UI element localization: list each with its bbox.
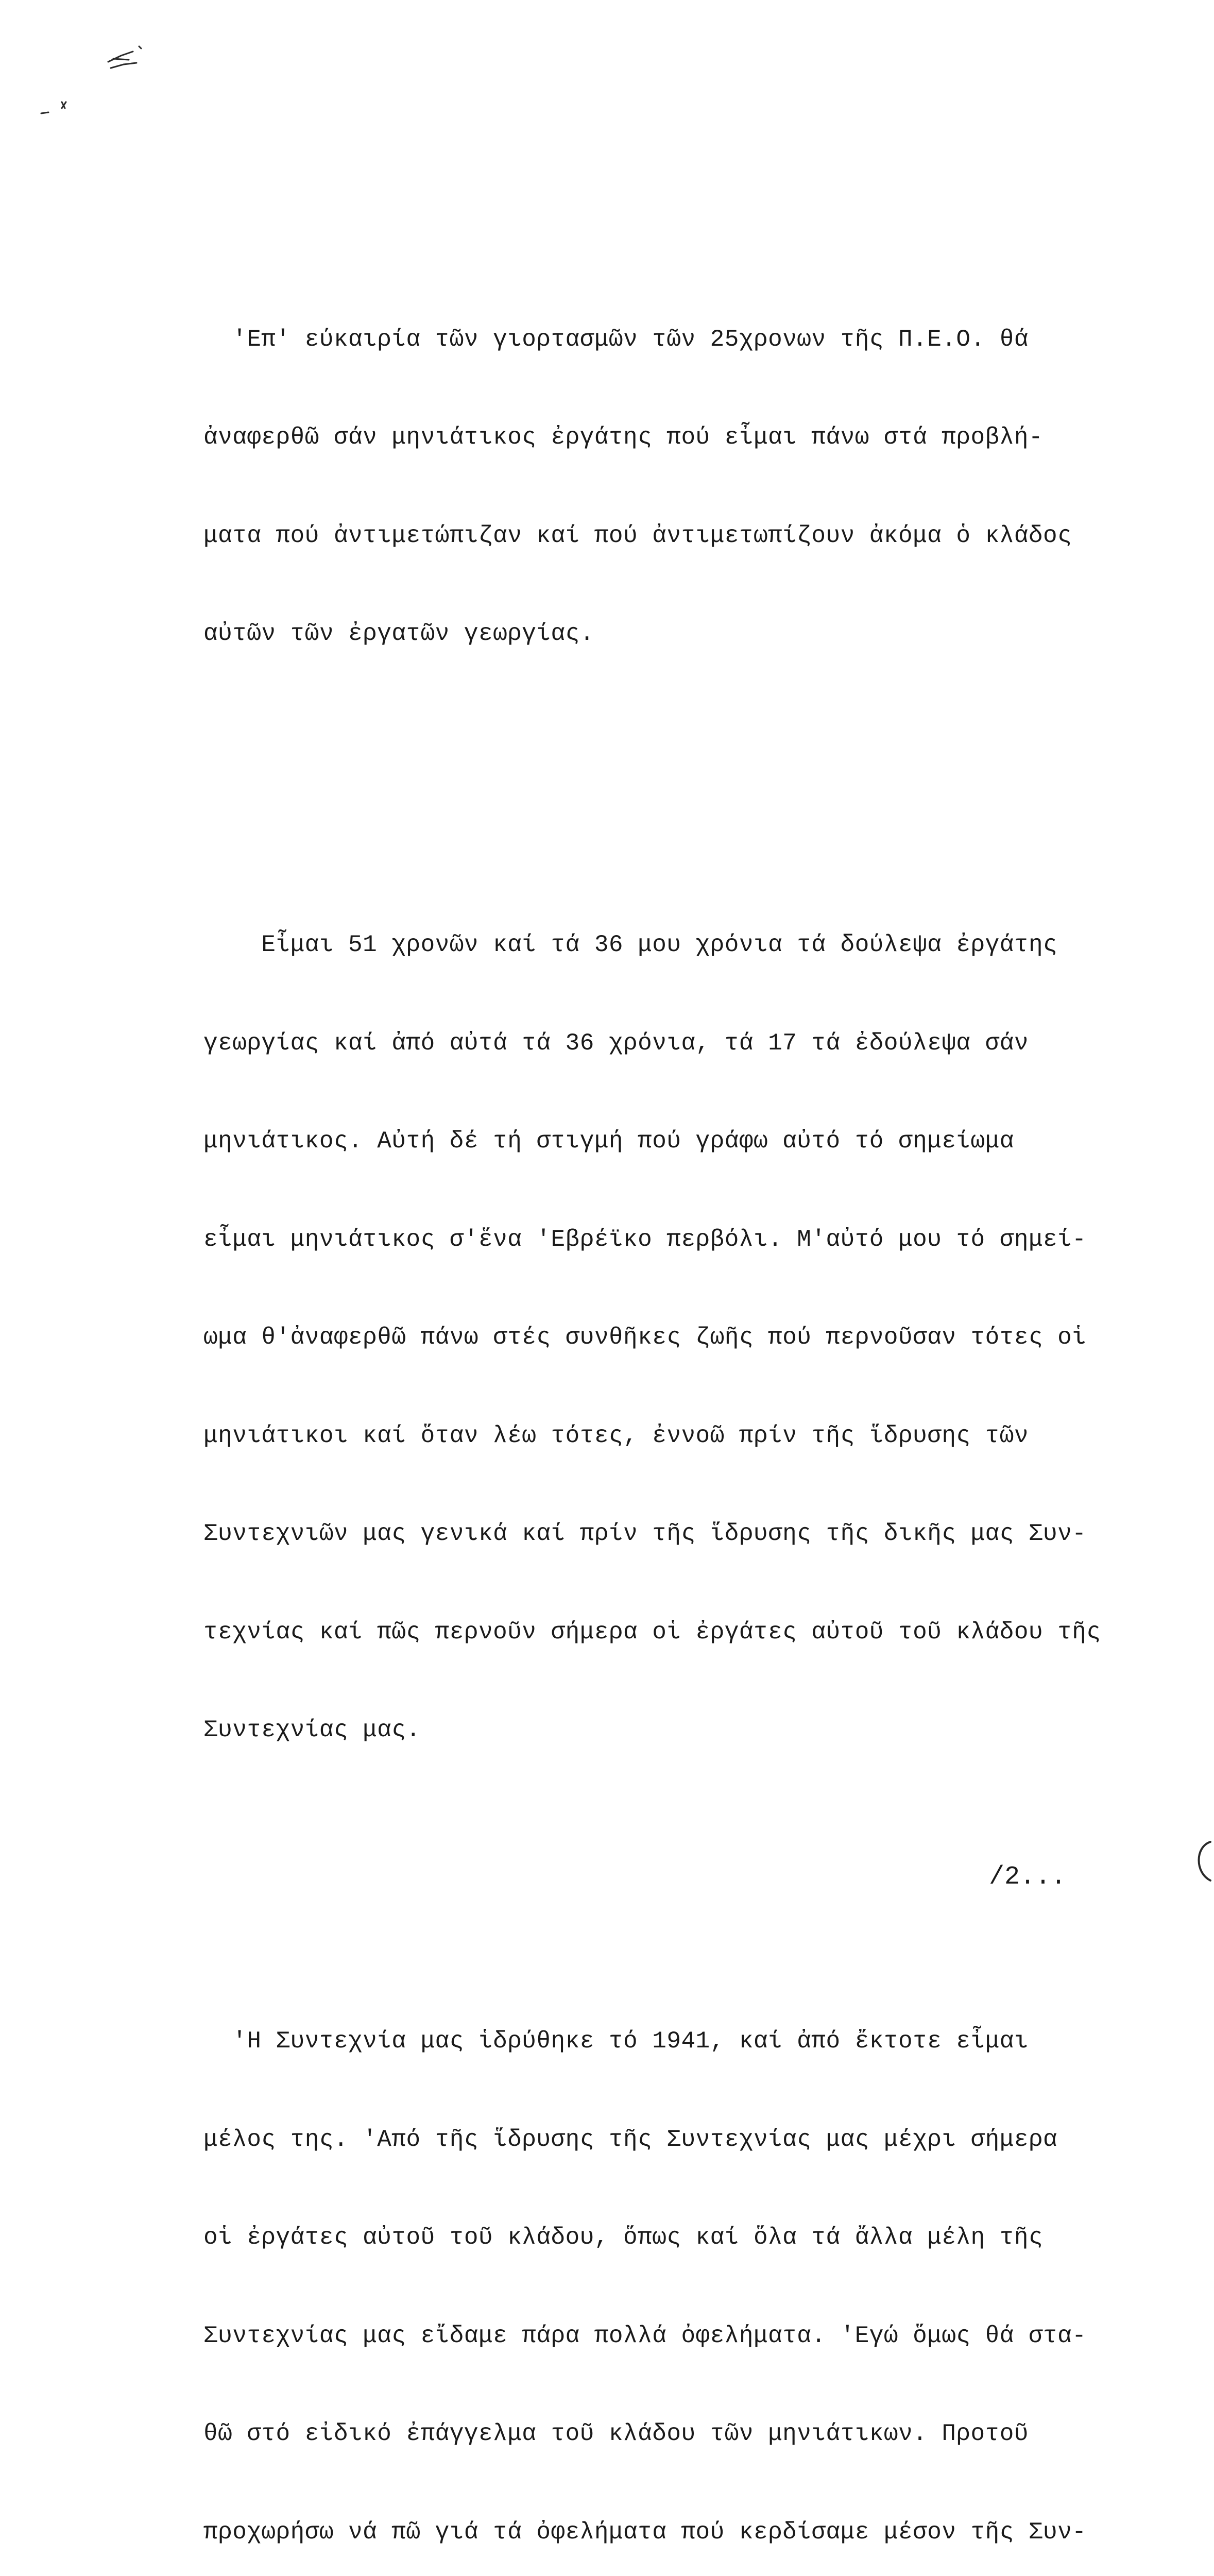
text-line: γεωργίας καί ἀπό αὐτά τά 36 χρόνια, τά 17 τά ἐδούλεψα σάν bbox=[203, 1029, 1029, 1057]
text-line: θῶ στό εἰδικό ἐπάγγελμα τοῦ κλάδου τῶν μηνιάτικων. Προτοῦ bbox=[203, 2420, 1029, 2447]
text-line: μηνιάτικος. Αὐτή δέ τή στιγμή πού γράφω αὐτό τό σημείωμα bbox=[203, 1128, 1014, 1155]
text-line: ωμα θ'ἀναφερθῶ πάνω στές συνθῆκες ζωῆς πού περνοῦσαν τότες οἱ bbox=[203, 1324, 1087, 1351]
text-line: Συντεχνίας μας. bbox=[203, 1717, 421, 1743]
scribble-marks bbox=[31, 36, 144, 129]
paragraph-1 bbox=[203, 258, 1198, 716]
page-number: /2... bbox=[989, 1862, 1067, 1892]
paragraph-3 bbox=[203, 1960, 1198, 2576]
text-line: τεχνίας καί πῶς περνοῦν σήμερα οἱ ἐργάτες αὐτοῦ τοῦ κλάδου τῆς bbox=[203, 1618, 1101, 1646]
text-line: Εἶμαι 51 χρονῶν καί τά 36 μου χρόνια τά δούλεψα ἐργάτης bbox=[203, 931, 1058, 958]
text-line: εἶμαι μηνιάτικος σ'ἕνα 'Εβρέϊκο περβόλι. Μ'αὐτό μου τό σημεί- bbox=[203, 1226, 1087, 1253]
text-line: οἱ ἐργάτες αὐτοῦ τοῦ κλάδου, ὅπως καί ὅλα τά ἄλλα μέλη τῆς bbox=[203, 2224, 1044, 2251]
text-line: μηνιάτικοι καί ὅταν λέω τότες, ἐννοῶ πρίν τῆς ἵδρυσης τῶν bbox=[203, 1422, 1029, 1449]
text-line: αὐτῶν τῶν ἐργατῶν γεωργίας. bbox=[203, 620, 594, 647]
text-line: 'Επ' εύκαιρία τῶν γιορτασμῶν τῶν 25χρονων τῆς Π.Ε.Ο. θά bbox=[203, 326, 1029, 353]
text-line: Συντεχνιῶν μας γενικά καί πρίν τῆς ἵδρυσης τῆς δικῆς μας Συν- bbox=[203, 1520, 1087, 1547]
text-line: ματα πού ἀντιμετώπιζαν καί πού ἀντιμετωπίζουν ἀκόμα ὁ κλάδος bbox=[203, 522, 1072, 549]
edge-mark bbox=[1190, 1832, 1214, 1893]
document-body bbox=[203, 160, 1198, 2576]
text-line: 'Η Συντεχνία μας ἱδρύθηκε τό 1941, καί ἀπό ἔκτοτε εἶμαι bbox=[203, 2028, 1029, 2055]
text-line: ἀναφερθῶ σάν μηνιάτικος ἐργάτης πού εἶμαι πάνω στά προβλή- bbox=[203, 424, 1044, 451]
text-line: Συντεχνίας μας εἴδαμε πάρα πολλά ὀφελήματα. 'Εγώ ὅμως θά στα- bbox=[203, 2322, 1087, 2349]
text-line: προχωρήσω νά πῶ γιά τά ὀφελήματα πού κερδίσαμε μέσον τῆς Συν- bbox=[203, 2518, 1087, 2546]
paragraph-2 bbox=[203, 863, 1198, 1812]
text-line: μέλος της. 'Από τῆς ἵδρυσης τῆς Συντεχνίας μας μέχρι σήμερα bbox=[203, 2126, 1058, 2153]
